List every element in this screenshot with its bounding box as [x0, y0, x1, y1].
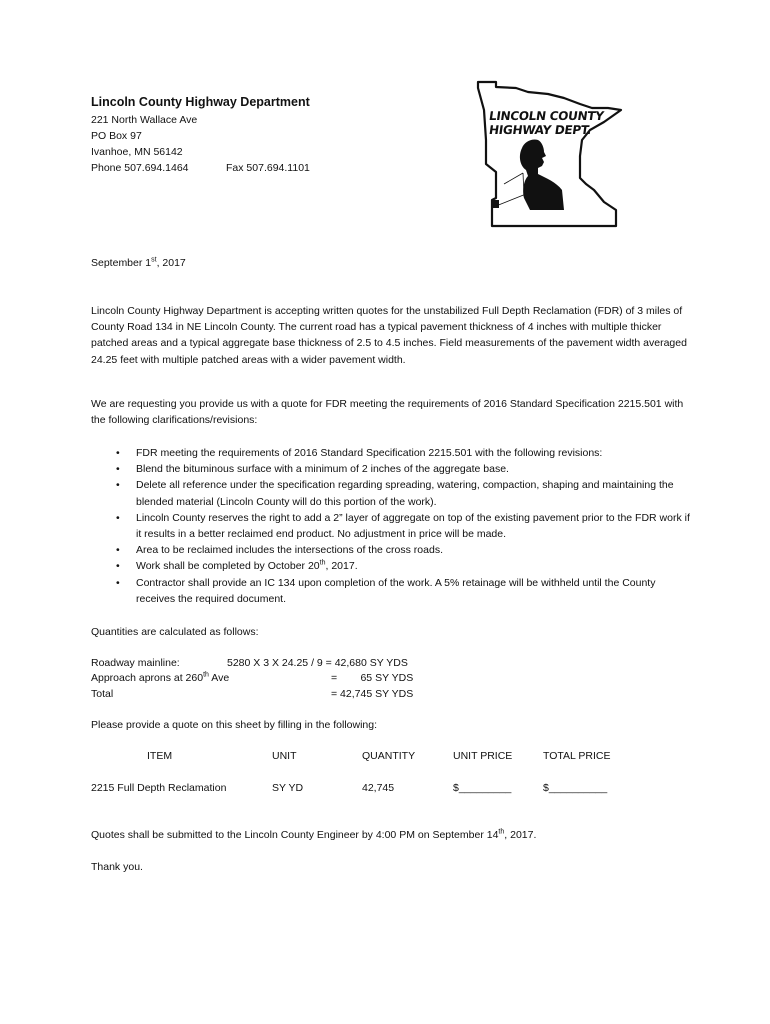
quantity-value-mainline: 5280 X 3 X 24.25 / 9 = 42,680 SY YDS	[227, 657, 408, 669]
address-street: 221 North Wallace Ave	[91, 114, 198, 126]
intro-paragraph: Lincoln County Highway Department is accepting written quotes for the unstabilized Full Depth Reclamation (FDR) of 3 miles of County Road 134 in NE Lincoln County. The current road has a typical pavement thickness of 4 inches with multiple thicker patched areas and a typical aggregate base thickness of 2.5 to 4.5 inches. Field measurements of the pavement width averaged 24.25 feet with multiple patched areas with a wider pavement width.	[91, 305, 687, 366]
closing-text: Thank you.	[91, 861, 143, 873]
bullet-icon: •	[116, 576, 120, 589]
org-name: Lincoln County Highway Department	[91, 95, 310, 109]
list-item: • Lincoln County reserves the right to add a 2” layer of aggregate on top of the existing pavement prior to the FDR work if it results in a better reclaimed end product. No adjustment in price will be made.	[116, 511, 690, 541]
quantity-label-mainline: Roadway mainline:	[91, 657, 180, 669]
logo-text-line2: HIGHWAY DEPT.	[488, 123, 593, 137]
address-po-box: PO Box 97	[91, 130, 142, 142]
table-header-quantity: QUANTITY	[362, 750, 416, 762]
bullet-icon: •	[116, 544, 120, 557]
date-text: September 1	[91, 257, 152, 269]
table-header-item: ITEM	[147, 750, 173, 762]
quantities-intro: Quantities are calculated as follows:	[91, 626, 259, 638]
quantity-label-aprons: Approach aprons at 260th Ave	[91, 671, 230, 684]
total-price-blank[interactable]: $__________	[543, 782, 608, 794]
letter-date	[91, 257, 186, 270]
bullet-icon: •	[116, 560, 120, 573]
date-year: , 2017	[156, 257, 186, 269]
table-cell-item: 2215 Full Depth Reclamation	[91, 782, 227, 794]
phone-number: Phone 507.694.1464	[91, 162, 189, 174]
submission-deadline: Quotes shall be submitted to the Lincoln County Engineer by 4:00 PM on September 14th, 2017.	[91, 828, 537, 841]
unit-price-blank[interactable]: $_________	[453, 782, 512, 794]
list-item: • Work shall be completed by October 20th, 2017.	[91, 558, 691, 574]
table-header-unit-price: UNIT PRICE	[453, 750, 513, 762]
bullet-icon: •	[116, 479, 120, 492]
quote-request: Please provide a quote on this sheet by filling in the following:	[91, 719, 378, 731]
quantity-label-total: Total	[91, 688, 114, 700]
county-logo	[476, 80, 626, 230]
fax-number: Fax 507.694.1101	[226, 162, 310, 174]
date-ordinal: st	[151, 256, 157, 264]
list-item: • Delete all reference under the specification regarding spreading, watering, compaction, shaping and maintaining the blended material (Lincoln County will do this portion of the work).	[116, 479, 674, 508]
quantity-value-aprons: = 65 SY YDS	[331, 672, 414, 684]
table-header-unit: UNIT	[272, 750, 297, 762]
list-item: • Blend the bituminous surface with a minimum of 2 inches of the aggregate base.	[91, 461, 691, 477]
list-item: • Area to be reclaimed includes the intersections of the cross roads.	[91, 542, 691, 558]
logo-text-line1: LINCOLN COUNTY	[488, 109, 605, 123]
bullet-icon: •	[116, 463, 120, 476]
bullet-icon: •	[116, 511, 120, 524]
table-header-total-price: TOTAL PRICE	[543, 750, 611, 762]
list-item: • FDR meeting the requirements of 2016 Standard Specification 2215.501 with the following revisions:	[91, 445, 691, 461]
bullet-icon: •	[116, 447, 120, 459]
table-cell-unit: SY YD	[272, 782, 304, 794]
minnesota-state-icon	[476, 80, 626, 230]
list-item: • Contractor shall provide an IC 134 upon completion of the work. A 5% retainage will be withheld until the County receives the required document.	[116, 576, 656, 605]
quantity-value-total: = 42,745 SY YDS	[331, 688, 414, 700]
revisions-list	[91, 445, 691, 607]
table-cell-quantity: 42,745	[362, 782, 395, 794]
address-city: Ivanhoe, MN 56142	[91, 146, 183, 158]
request-paragraph: We are requesting you provide us with a quote for FDR meeting the requirements of 2016 Standard Specification 2215.501 with the following clarifications/revisions:	[91, 398, 684, 427]
